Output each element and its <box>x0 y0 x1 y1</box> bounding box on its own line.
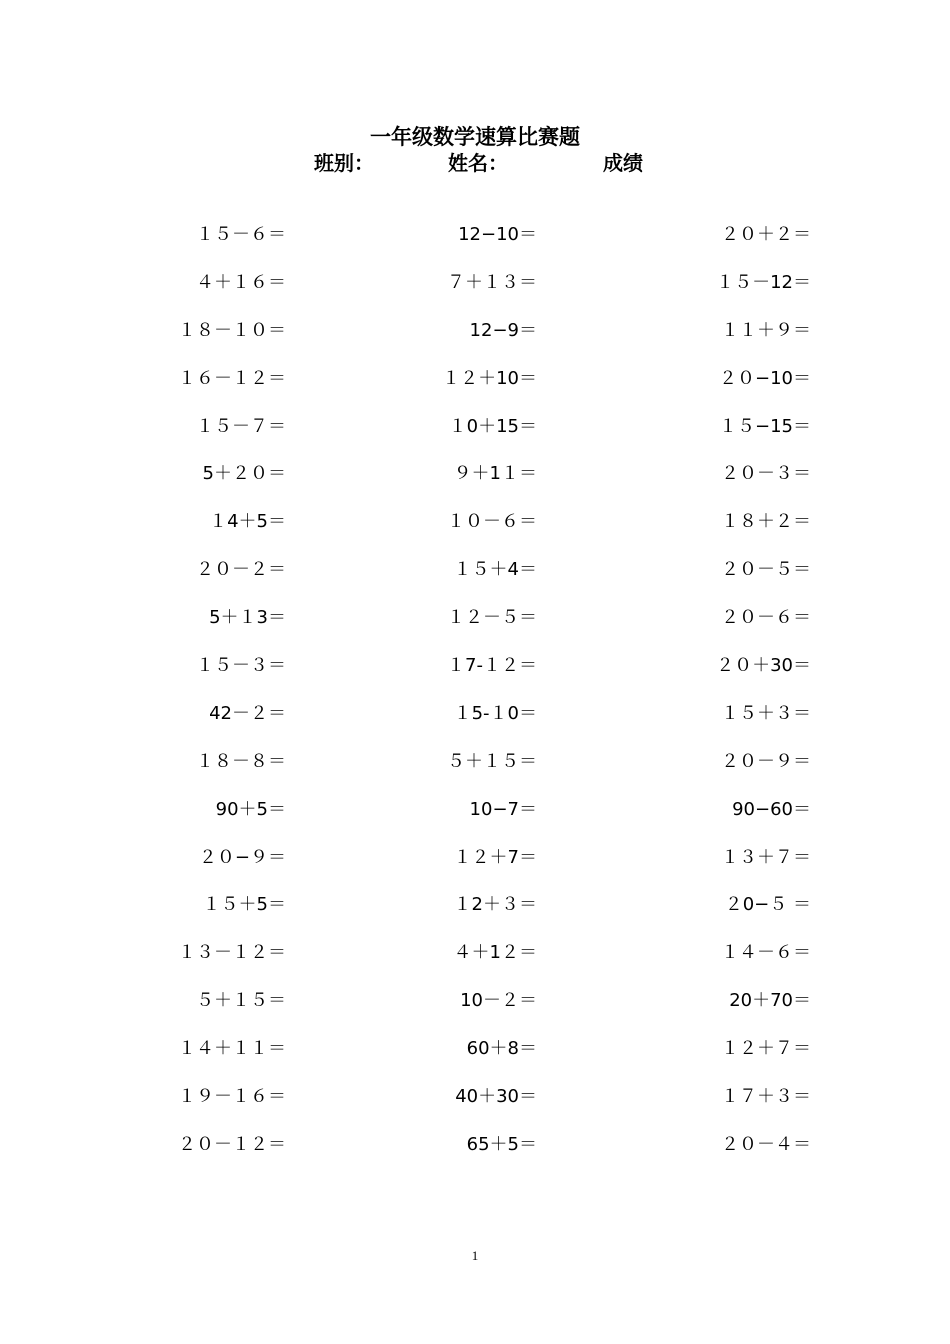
math-problem: １３＋７＝ <box>721 846 811 868</box>
math-problem: ４＋１６＝ <box>196 271 286 293</box>
problem-column-1 <box>178 220 286 1178</box>
math-problem: １７＋３＝ <box>721 1086 811 1108</box>
math-problem: １５＋4＝ <box>453 559 537 581</box>
math-problem: 40＋30＝ <box>455 1086 537 1108</box>
math-problem: ２０－６＝ <box>721 607 811 629</box>
math-problem: １５－３＝ <box>196 655 286 677</box>
math-problem: １０－６＝ <box>447 511 537 533</box>
math-problem: ２０＋30＝ <box>716 655 811 677</box>
math-problem: ５＋１５＝ <box>447 750 537 772</box>
math-problem: 20＋70＝ <box>729 990 811 1012</box>
math-problem: ２０－３＝ <box>721 463 811 485</box>
math-problem: １２＋7＝ <box>453 846 537 868</box>
title-text: 一年级数学速算比赛题 <box>370 125 580 149</box>
math-problem: ４＋1２＝ <box>453 942 537 964</box>
math-problem: 5＋２０＝ <box>202 463 286 485</box>
page-number: 1 <box>471 1248 479 1263</box>
math-problem: ２0−５ ＝ <box>724 894 811 916</box>
name-label: 姓名： <box>448 151 508 175</box>
math-problem: 42－２＝ <box>209 702 286 724</box>
math-problem: 5＋１3＝ <box>209 607 286 629</box>
math-problem: ２０－２＝ <box>196 559 286 581</box>
math-problem: １４＋１１＝ <box>178 1038 286 1060</box>
class-label: 班别： <box>314 151 374 175</box>
math-problem: １２＋10＝ <box>442 367 537 389</box>
math-problem: １5-１0＝ <box>453 702 537 724</box>
math-problem: 90＋5＝ <box>215 798 286 820</box>
math-problem: １８＋２＝ <box>721 511 811 533</box>
math-problem: １１＋９＝ <box>721 319 811 341</box>
math-problem: １８－１０＝ <box>178 319 286 341</box>
math-problem: 65＋5＝ <box>466 1133 537 1155</box>
math-problem: １２＋７＝ <box>721 1038 811 1060</box>
math-problem: １４－６＝ <box>721 942 811 964</box>
worksheet-title <box>0 124 950 150</box>
math-problem: 60＋8＝ <box>466 1038 537 1060</box>
math-problem: １５－12＝ <box>716 271 811 293</box>
problem-column-2 <box>442 220 537 1178</box>
math-problem: ２０－４＝ <box>721 1133 811 1155</box>
math-problem: ２０－５＝ <box>721 559 811 581</box>
score-label: 成绩 <box>603 151 643 175</box>
math-problem: １５＋5＝ <box>202 894 286 916</box>
math-problem: １4＋5＝ <box>209 511 286 533</box>
math-problem: 12−9＝ <box>469 319 537 341</box>
math-problem: ２０－９＝ <box>721 750 811 772</box>
math-problem: １５－７＝ <box>196 415 286 437</box>
math-problem: ２０＋２＝ <box>721 224 811 245</box>
math-problem: 12−10＝ <box>458 224 537 245</box>
math-problem: １８－８＝ <box>196 750 286 772</box>
math-problem: ２０−10＝ <box>719 367 811 389</box>
math-problem: ２０－１２＝ <box>178 1133 286 1155</box>
math-problem: ５＋１５＝ <box>196 990 286 1012</box>
math-problem: １２－５＝ <box>447 607 537 629</box>
math-problem: １0＋15＝ <box>448 415 537 437</box>
math-problem: 10−7＝ <box>469 798 537 820</box>
math-problem: ２０−９＝ <box>198 846 286 868</box>
math-problem: １３－１２＝ <box>178 942 286 964</box>
math-problem: １2＋３＝ <box>453 894 537 916</box>
math-problem: １５－６＝ <box>196 224 286 245</box>
math-problem: ７＋１３＝ <box>447 271 537 293</box>
math-problem: １7-１２＝ <box>447 655 537 677</box>
math-problem: １５＋３＝ <box>721 702 811 724</box>
problem-column-3 <box>716 220 811 1178</box>
math-problem: １５−15＝ <box>719 415 811 437</box>
math-problem: １６－１２＝ <box>178 367 286 389</box>
math-problem: 10－２＝ <box>460 990 537 1012</box>
math-problem: １９－１６＝ <box>178 1086 286 1108</box>
math-problem: 90−60＝ <box>732 798 811 820</box>
math-problem: ９＋1１＝ <box>453 463 537 485</box>
